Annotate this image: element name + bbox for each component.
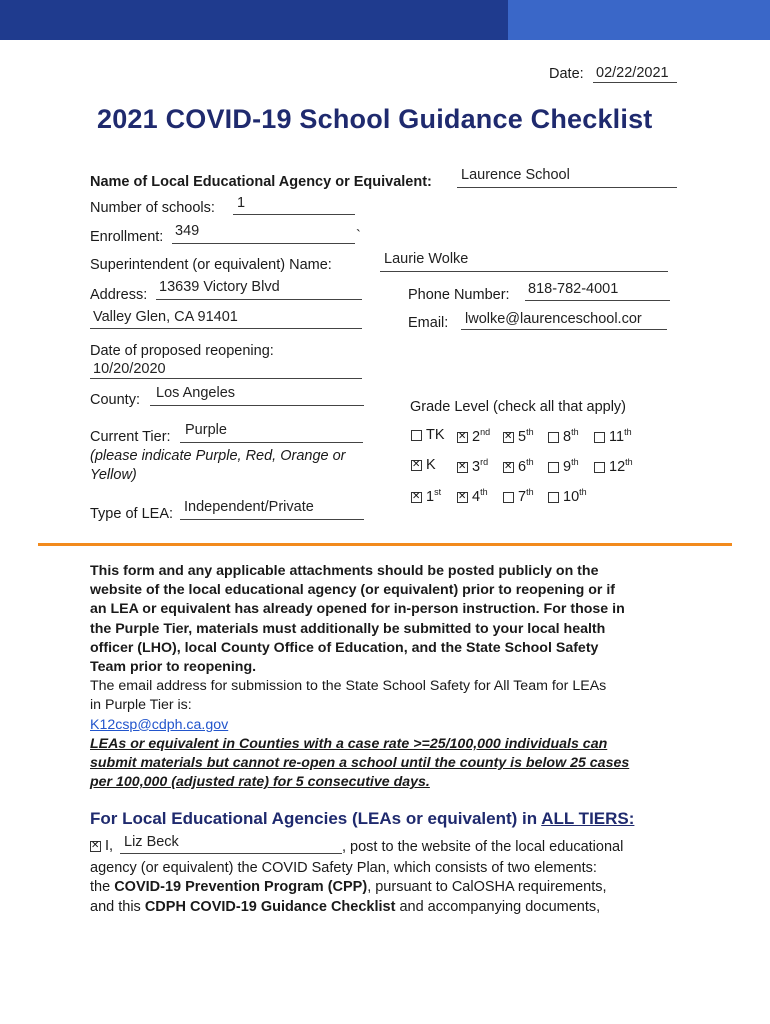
date-value[interactable]: 02/22/2021 (596, 65, 669, 81)
all-tiers-heading-text: For Local Educational Agencies (LEAs or equivalent) in (90, 809, 542, 828)
grade-1-suffix: st (434, 487, 442, 497)
attestation-line3-pre: the (90, 879, 115, 895)
checklist-term: CDPH COVID-19 Guidance Checklist (144, 899, 396, 915)
grade-5-label: 5 (518, 428, 527, 445)
reopening-underline (90, 378, 362, 379)
grade-tk[interactable] (411, 427, 445, 443)
grade-12-checkbox[interactable] (594, 462, 605, 473)
grade-6-label: 6 (518, 458, 527, 475)
schools-label: Number of schools: (90, 200, 215, 216)
email-underline (461, 329, 667, 330)
address-label: Address: (90, 287, 148, 303)
all-tiers-heading (90, 809, 634, 829)
phone-label: Phone Number: (408, 287, 510, 303)
grade-2[interactable] (457, 427, 490, 445)
grade-12[interactable] (594, 457, 633, 475)
county-field[interactable]: Los Angeles (156, 385, 236, 401)
grade-2-checkbox[interactable] (457, 432, 468, 443)
grade-4-label: 4 (472, 488, 481, 505)
grade-10[interactable] (548, 487, 587, 505)
enrollment-label: Enrollment: (90, 229, 164, 245)
grade-10-label: 10 (563, 488, 580, 505)
grade-4-suffix: th (480, 487, 488, 497)
date-label: Date: (549, 66, 584, 82)
enrollment-underline (172, 243, 355, 244)
notice-plain-line: The email address for submission to the State School Safety for All Team for LEAs (90, 678, 607, 695)
section-divider (38, 543, 732, 546)
grade-9[interactable] (548, 457, 579, 475)
grade-5-suffix: th (526, 427, 534, 437)
attestation-line4 (90, 899, 600, 915)
grade-11[interactable] (594, 427, 632, 445)
grade-3-suffix: rd (480, 457, 489, 467)
lea-name-field[interactable]: Laurence School (461, 167, 570, 183)
notice-block (90, 562, 690, 792)
grade-8-label: 8 (563, 428, 572, 445)
grade-k[interactable] (411, 457, 436, 473)
county-underline (150, 405, 364, 406)
grade-6-suffix: th (526, 457, 534, 467)
superintendent-underline (380, 271, 668, 272)
grade-7-label: 7 (518, 488, 527, 505)
attestation-line4-post: and accompanying documents, (395, 899, 601, 915)
grade-11-label: 11 (609, 428, 625, 445)
date-underline (593, 82, 677, 83)
signer-name-underline (120, 853, 342, 854)
grade-5[interactable] (503, 427, 534, 445)
address-line2-field[interactable]: Valley Glen, CA 91401 (93, 309, 238, 325)
enrollment-field[interactable]: 349 (175, 223, 200, 239)
warning-line: per 100,000 (adjusted rate) for 5 consecutive days. (90, 774, 430, 791)
lea-name-underline (457, 187, 677, 188)
grade-3-label: 3 (472, 458, 481, 475)
grade-6-checkbox[interactable] (503, 462, 514, 473)
lea-type-field[interactable]: Independent/Private (184, 499, 314, 515)
grade-7-suffix: th (526, 487, 534, 497)
tier-field[interactable]: Purple (185, 422, 227, 438)
attestation-checkbox[interactable] (90, 841, 101, 852)
attestation-line3-post: , pursuant to CalOSHA requirements, (367, 879, 607, 895)
address-line1-field[interactable]: 13639 Victory Blvd (159, 279, 280, 295)
grade-12-label: 12 (609, 458, 626, 475)
grade-k-checkbox[interactable] (411, 460, 422, 471)
enrollment-mark: ` (356, 228, 361, 244)
attestation-line4-pre: and this (90, 899, 145, 915)
tier-label: Current Tier: (90, 429, 171, 445)
grade-tk-checkbox[interactable] (411, 430, 422, 441)
grade-11-checkbox[interactable] (594, 432, 605, 443)
notice-bold-line: the Purple Tier, materials must additionally be submitted to your local health (90, 620, 606, 637)
grade-3[interactable] (457, 457, 488, 475)
grade-6[interactable] (503, 457, 534, 475)
grade-7-checkbox[interactable] (503, 492, 514, 503)
cpp-term: COVID-19 Prevention Program (CPP) (114, 879, 368, 895)
grade-1[interactable] (411, 487, 441, 505)
grade-4[interactable] (457, 487, 488, 505)
superintendent-field[interactable]: Laurie Wolke (384, 251, 469, 267)
attestation-checkbox-row[interactable] (90, 838, 113, 854)
grade-9-checkbox[interactable] (548, 462, 559, 473)
notice-bold-line: website of the local educational agency (or equivalent) prior to reopening or if (90, 582, 616, 599)
address-line2-underline (90, 328, 362, 329)
tier-note-line2: Yellow) (90, 467, 137, 483)
reopening-field[interactable]: 10/20/2020 (93, 361, 166, 377)
grade-10-suffix: th (579, 487, 587, 497)
grade-2-suffix: nd (480, 427, 491, 437)
header-banner-accent (508, 0, 770, 40)
email-field[interactable]: lwolke@laurenceschool.cor (465, 311, 642, 327)
grade-3-checkbox[interactable] (457, 462, 468, 473)
grade-2-label: 2 (472, 428, 481, 445)
grade-5-checkbox[interactable] (503, 432, 514, 443)
page-title: 2021 COVID-19 School Guidance Checklist (97, 104, 653, 134)
phone-field[interactable]: 818-782-4001 (528, 281, 619, 297)
notice-plain-line: in Purple Tier is: (90, 697, 192, 714)
schools-field[interactable]: 1 (237, 195, 246, 211)
lea-type-underline (180, 519, 364, 520)
signer-name-field[interactable]: Liz Beck (124, 834, 179, 850)
all-tiers-heading-emphasis: ALL TIERS: (541, 809, 635, 828)
attestation-prefix: I, (105, 838, 114, 854)
submission-email-link[interactable]: K12csp@cdph.ca.gov (90, 716, 229, 733)
attestation-line3 (90, 879, 607, 895)
grade-tk-label: TK (426, 427, 445, 443)
tier-note-line1: (please indicate Purple, Red, Orange or (90, 448, 346, 464)
notice-bold-line: This form and any applicable attachments should be posted publicly on the (90, 563, 599, 579)
notice-bold-line: Team prior to reopening. (90, 659, 257, 676)
reopening-label: Date of proposed reopening: (90, 343, 274, 359)
grade-1-checkbox[interactable] (411, 492, 422, 503)
grade-level-heading: Grade Level (check all that apply) (410, 399, 626, 415)
grade-10-checkbox[interactable] (548, 492, 559, 503)
grade-9-label: 9 (563, 458, 572, 475)
grade-7[interactable] (503, 487, 534, 505)
grade-8[interactable] (548, 427, 579, 445)
attestation-line2: agency (or equivalent) the COVID Safety Plan, which consists of two elements: (90, 860, 597, 876)
grade-8-checkbox[interactable] (548, 432, 559, 443)
warning-line: LEAs or equivalent in Counties with a case rate >=25/100,000 individuals can (90, 735, 608, 752)
attestation-line1: , post to the website of the local educational (342, 839, 624, 855)
lea-name-label: Name of Local Educational Agency or Equivalent: (90, 174, 432, 190)
grade-k-label: K (426, 457, 436, 473)
notice-bold-line: an LEA or equivalent has already opened for in-person instruction. For those in (90, 601, 625, 618)
address-line1-underline (156, 299, 362, 300)
grade-12-suffix: th (625, 457, 633, 467)
warning-line: submit materials but cannot re-open a school until the county is below 25 cases (90, 755, 630, 772)
grade-11-suffix: th (624, 427, 632, 437)
grade-9-suffix: th (571, 457, 579, 467)
grade-8-suffix: th (571, 427, 579, 437)
email-label: Email: (408, 315, 449, 331)
lea-type-label: Type of LEA: (90, 506, 174, 522)
schools-underline (233, 214, 355, 215)
header-banner (0, 0, 770, 40)
grade-4-checkbox[interactable] (457, 492, 468, 503)
tier-underline (180, 442, 363, 443)
notice-bold-line: officer (LHO), local County Office of Education, and the State School Safety (90, 639, 599, 656)
county-label: County: (90, 392, 140, 408)
phone-underline (525, 300, 670, 301)
grade-1-label: 1 (426, 488, 435, 505)
superintendent-label: Superintendent (or equivalent) Name: (90, 257, 332, 273)
